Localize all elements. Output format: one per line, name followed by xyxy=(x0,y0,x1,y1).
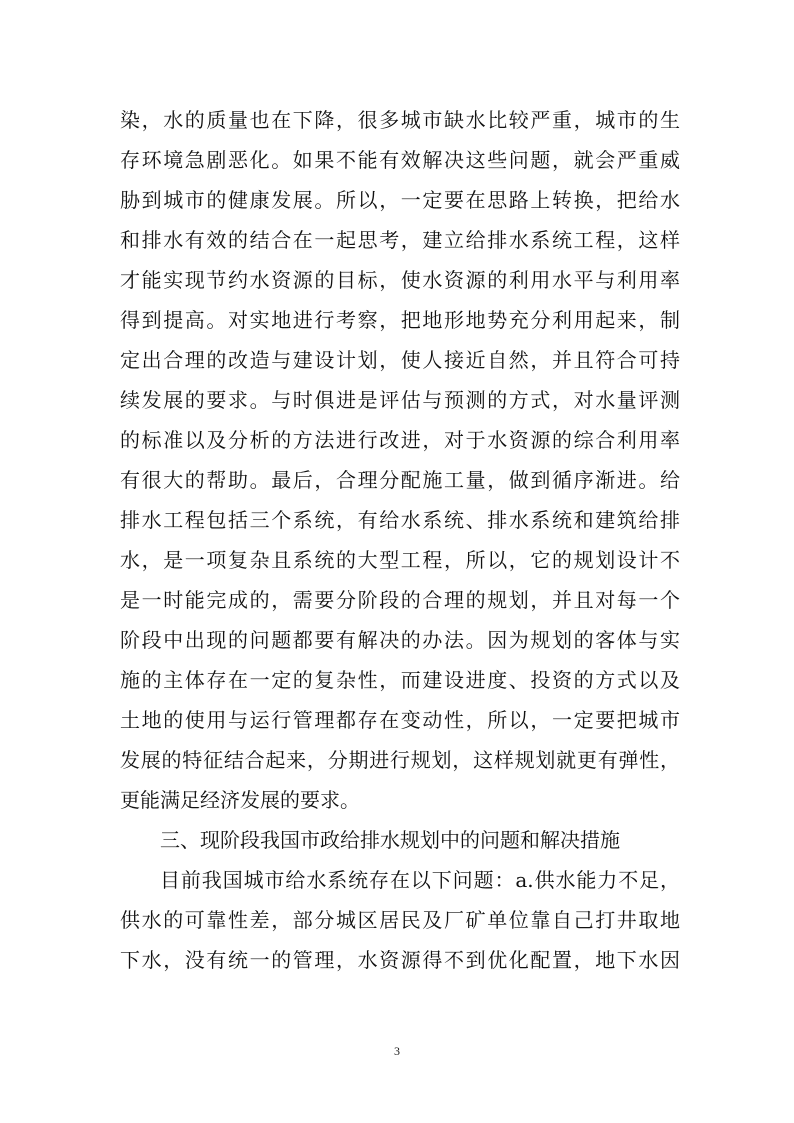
text-line: 供水的可靠性差，部分城区居民及厂矿单位靠自己打井取地 xyxy=(120,908,680,932)
page-number: 3 xyxy=(394,1044,400,1058)
text-line: 土地的使用与运行管理都存在变动性，所以，一定要把城市 xyxy=(120,708,680,732)
text-line: 目前我国城市给水系统存在以下问题：a.供水能力不足， xyxy=(160,868,680,892)
body-text xyxy=(120,100,680,980)
text-line: 更能满足经济发展的要求。 xyxy=(120,788,360,812)
section-heading: 三、现阶段我国市政给排水规划中的问题和解决措施 xyxy=(160,828,620,852)
text-line: 才能实现节约水资源的目标，使水资源的利用水平与利用率 xyxy=(120,268,680,292)
text-line: 水，是一项复杂且系统的大型工程，所以，它的规划设计不 xyxy=(120,548,680,572)
text-line: 是一时能完成的，需要分阶段的合理的规划，并且对每一个 xyxy=(120,588,680,612)
text-line: 染，水的质量也在下降，很多城市缺水比较严重，城市的生 xyxy=(120,108,680,132)
text-line: 续发展的要求。与时俱进是评估与预测的方式，对水量评测 xyxy=(120,388,680,412)
text-line: 发展的特征结合起来，分期进行规划，这样规划就更有弹性， xyxy=(120,748,680,772)
text-line: 的标准以及分析的方法进行改进，对于水资源的综合利用率 xyxy=(120,428,680,452)
text-line: 得到提高。对实地进行考察，把地形地势充分利用起来，制 xyxy=(120,308,680,332)
text-line: 和排水有效的结合在一起思考，建立给排水系统工程，这样 xyxy=(120,228,680,252)
text-line: 下水，没有统一的管理，水资源得不到优化配置，地下水因 xyxy=(120,948,680,972)
text-line: 施的主体存在一定的复杂性，而建设进度、投资的方式以及 xyxy=(120,668,680,692)
text-line: 阶段中出现的问题都要有解决的办法。因为规划的客体与实 xyxy=(120,628,680,652)
text-line: 排水工程包括三个系统，有给水系统、排水系统和建筑给排 xyxy=(120,508,680,532)
text-line: 定出合理的改造与建设计划，使人接近自然，并且符合可持 xyxy=(120,348,680,372)
text-line: 存环境急剧恶化。如果不能有效解决这些问题，就会严重威 xyxy=(120,148,680,172)
text-line: 有很大的帮助。最后，合理分配施工量，做到循序渐进。给 xyxy=(120,468,680,492)
text-line: 胁到城市的健康发展。所以，一定要在思路上转换，把给水 xyxy=(120,188,680,212)
